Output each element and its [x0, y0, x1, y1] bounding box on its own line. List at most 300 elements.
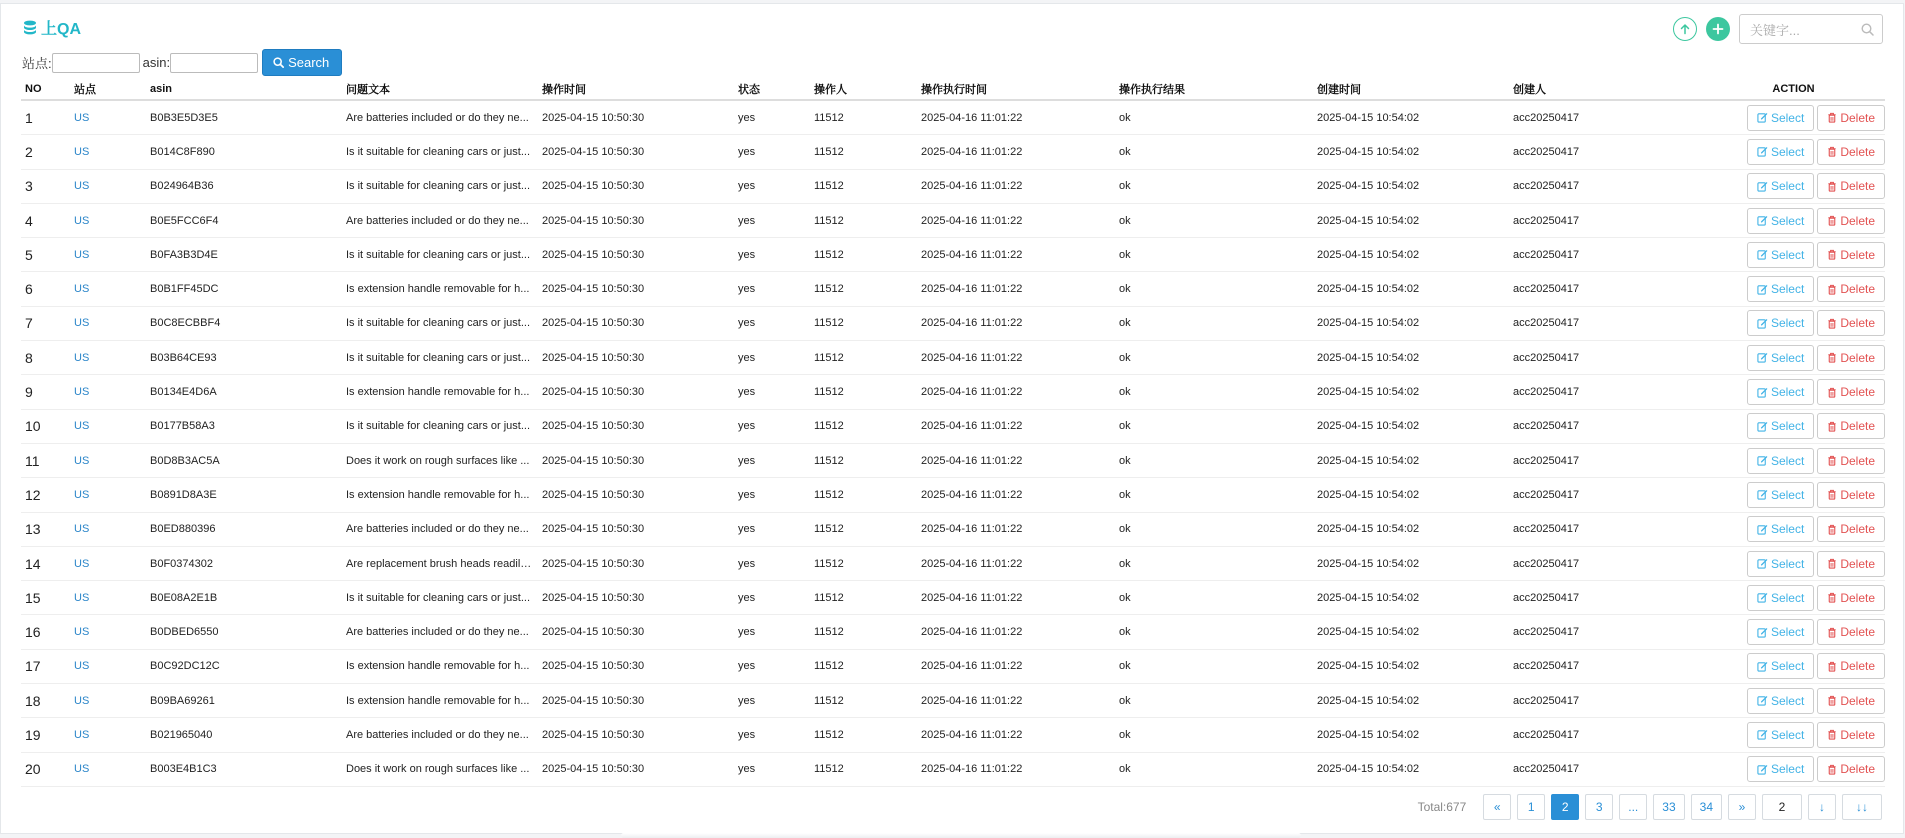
row-operator: 11512 [810, 100, 917, 135]
row-creator: acc20250417 [1509, 443, 1702, 477]
row-creator: acc20250417 [1509, 409, 1702, 443]
table-body [21, 100, 1885, 786]
select-button[interactable] [1747, 448, 1814, 474]
row-asin: B0D8B3AC5A [146, 443, 342, 477]
select-button-label: Select [1770, 556, 1805, 571]
row-asin: B0891D8A3E [146, 478, 342, 512]
row-exec-result: ok [1115, 306, 1313, 340]
site-filter-label: 站点: [22, 56, 52, 71]
row-site[interactable]: US [70, 752, 146, 786]
row-exec-result: ok [1115, 478, 1313, 512]
row-question: Are batteries included or do they ne... [342, 718, 538, 752]
table-row [21, 581, 1885, 615]
row-created-time: 2025-04-15 10:54:02 [1313, 306, 1509, 340]
trash-icon [1827, 524, 1837, 535]
row-exec-time: 2025-04-16 11:01:22 [917, 135, 1115, 169]
delete-button[interactable] [1817, 173, 1885, 199]
row-operator: 11512 [810, 512, 917, 546]
row-exec-result: ok [1115, 684, 1313, 718]
delete-button[interactable] [1817, 551, 1885, 577]
edit-icon [1757, 729, 1768, 740]
row-site[interactable]: US [70, 615, 146, 649]
row-question: Is it suitable for cleaning cars or just... [342, 341, 538, 375]
select-button-label: Select [1770, 522, 1805, 537]
row-exec-time: 2025-04-16 11:01:22 [917, 649, 1115, 683]
delete-button-label: Delete [1840, 385, 1875, 400]
row-status: yes [734, 615, 810, 649]
trash-icon [1827, 421, 1837, 432]
row-op-time: 2025-04-15 10:50:30 [538, 238, 734, 272]
row-exec-time: 2025-04-16 11:01:22 [917, 409, 1115, 443]
row-exec-result: ok [1115, 649, 1313, 683]
row-creator: acc20250417 [1509, 478, 1702, 512]
row-asin: B09BA69261 [146, 684, 342, 718]
row-creator: acc20250417 [1509, 238, 1702, 272]
row-asin: B0C92DC12C [146, 649, 342, 683]
row-number: 15 [21, 581, 70, 615]
edit-icon [1757, 489, 1768, 500]
row-question: Is extension handle removable for h... [342, 375, 538, 409]
row-question: Does it work on rough surfaces like ... [342, 752, 538, 786]
row-operator: 11512 [810, 169, 917, 203]
plus-icon [1712, 23, 1724, 35]
row-number: 17 [21, 649, 70, 683]
trash-icon [1827, 318, 1837, 329]
row-site[interactable]: US [70, 649, 146, 683]
search-icon [273, 57, 284, 68]
delete-button[interactable] [1817, 105, 1885, 131]
row-site[interactable]: US [70, 272, 146, 306]
edit-icon [1757, 249, 1768, 260]
row-op-time: 2025-04-15 10:50:30 [538, 169, 734, 203]
select-button-label: Select [1770, 487, 1805, 502]
row-actions [1702, 512, 1885, 546]
delete-button[interactable] [1817, 756, 1885, 782]
row-number: 14 [21, 546, 70, 580]
table-row [21, 649, 1885, 683]
upload-button[interactable] [1673, 17, 1697, 41]
row-site[interactable]: US [70, 341, 146, 375]
delete-button[interactable] [1817, 310, 1885, 336]
delete-button[interactable] [1817, 482, 1885, 508]
search-icon[interactable] [1861, 23, 1874, 36]
column-header-no: NO [21, 78, 70, 100]
row-created-time: 2025-04-15 10:54:02 [1313, 649, 1509, 683]
row-operator: 11512 [810, 546, 917, 580]
qa-table [21, 78, 1885, 787]
row-site[interactable]: US [70, 581, 146, 615]
trash-icon [1827, 627, 1837, 638]
row-op-time: 2025-04-15 10:50:30 [538, 135, 734, 169]
delete-button[interactable] [1817, 585, 1885, 611]
row-status: yes [734, 581, 810, 615]
pager-page-33[interactable]: 33 [1653, 794, 1684, 820]
row-site[interactable]: US [70, 478, 146, 512]
row-asin: B0B3E5D3E5 [146, 100, 342, 135]
delete-button-label: Delete [1840, 727, 1875, 742]
row-status: yes [734, 546, 810, 580]
row-exec-time: 2025-04-16 11:01:22 [917, 752, 1115, 786]
select-button[interactable] [1747, 208, 1814, 234]
row-site[interactable]: US [70, 100, 146, 135]
asin-filter-input[interactable] [170, 53, 258, 73]
row-asin: B021965040 [146, 718, 342, 752]
table-row [21, 238, 1885, 272]
main-panel [0, 3, 1904, 834]
edit-icon [1757, 352, 1768, 363]
delete-button-label: Delete [1840, 213, 1875, 228]
row-creator: acc20250417 [1509, 752, 1702, 786]
select-button[interactable] [1747, 551, 1814, 577]
row-question: Is it suitable for cleaning cars or just... [342, 581, 538, 615]
row-actions [1702, 272, 1885, 306]
delete-button[interactable] [1817, 448, 1885, 474]
row-number: 2 [21, 135, 70, 169]
delete-button[interactable] [1817, 242, 1885, 268]
select-button-label: Select [1770, 659, 1805, 674]
delete-button-label: Delete [1840, 693, 1875, 708]
edit-icon [1757, 387, 1768, 398]
row-exec-time: 2025-04-16 11:01:22 [917, 341, 1115, 375]
row-exec-result: ok [1115, 135, 1313, 169]
select-button[interactable] [1747, 173, 1814, 199]
row-question: Is it suitable for cleaning cars or just... [342, 135, 538, 169]
row-number: 5 [21, 238, 70, 272]
row-created-time: 2025-04-15 10:54:02 [1313, 615, 1509, 649]
row-operator: 11512 [810, 341, 917, 375]
row-exec-result: ok [1115, 443, 1313, 477]
edit-icon [1757, 112, 1768, 123]
edit-icon [1757, 695, 1768, 706]
select-button-label: Select [1770, 590, 1805, 605]
row-exec-time: 2025-04-16 11:01:22 [917, 203, 1115, 237]
row-actions [1702, 752, 1885, 786]
row-actions [1702, 135, 1885, 169]
trash-icon [1827, 489, 1837, 500]
select-button-label: Select [1770, 350, 1805, 365]
select-button[interactable] [1747, 482, 1814, 508]
column-header-exec-result: 操作执行结果 [1115, 78, 1313, 100]
select-button[interactable] [1747, 242, 1814, 268]
row-exec-result: ok [1115, 341, 1313, 375]
delete-button[interactable] [1817, 413, 1885, 439]
column-header-asin: asin [146, 78, 342, 100]
row-status: yes [734, 341, 810, 375]
row-exec-time: 2025-04-16 11:01:22 [917, 546, 1115, 580]
row-asin: B024964B36 [146, 169, 342, 203]
select-button[interactable] [1747, 345, 1814, 371]
edit-icon [1757, 524, 1768, 535]
row-creator: acc20250417 [1509, 581, 1702, 615]
keyword-input[interactable] [1748, 16, 1862, 44]
trash-icon [1827, 695, 1837, 706]
trash-icon [1827, 661, 1837, 672]
row-question: Are batteries included or do they ne... [342, 100, 538, 135]
delete-button[interactable] [1817, 653, 1885, 679]
row-exec-result: ok [1115, 615, 1313, 649]
row-actions [1702, 581, 1885, 615]
row-question: Does it work on rough surfaces like ... [342, 443, 538, 477]
table-row [21, 615, 1885, 649]
row-op-time: 2025-04-15 10:50:30 [538, 203, 734, 237]
delete-button[interactable] [1817, 345, 1885, 371]
select-button[interactable] [1747, 379, 1814, 405]
delete-button[interactable] [1817, 722, 1885, 748]
search-button[interactable] [262, 49, 342, 76]
table-row [21, 443, 1885, 477]
row-op-time: 2025-04-15 10:50:30 [538, 375, 734, 409]
row-status: yes [734, 100, 810, 135]
row-asin: B0134E4D6A [146, 375, 342, 409]
select-button-label: Select [1770, 213, 1805, 228]
select-button[interactable] [1747, 105, 1814, 131]
delete-button-label: Delete [1840, 762, 1875, 777]
row-site[interactable]: US [70, 512, 146, 546]
column-header-operator: 操作人 [810, 78, 917, 100]
row-created-time: 2025-04-15 10:54:02 [1313, 135, 1509, 169]
table-row [21, 375, 1885, 409]
row-exec-result: ok [1115, 546, 1313, 580]
row-actions [1702, 238, 1885, 272]
delete-button[interactable] [1817, 516, 1885, 542]
row-created-time: 2025-04-15 10:54:02 [1313, 341, 1509, 375]
row-number: 6 [21, 272, 70, 306]
select-button[interactable] [1747, 619, 1814, 645]
row-site[interactable]: US [70, 443, 146, 477]
row-site[interactable]: US [70, 306, 146, 340]
column-header-action: ACTION [1702, 78, 1885, 100]
row-creator: acc20250417 [1509, 100, 1702, 135]
pager-page-3[interactable]: 3 [1585, 794, 1613, 820]
row-op-time: 2025-04-15 10:50:30 [538, 478, 734, 512]
row-op-time: 2025-04-15 10:50:30 [538, 306, 734, 340]
page-title [23, 16, 81, 39]
edit-icon [1757, 661, 1768, 672]
row-exec-result: ok [1115, 203, 1313, 237]
delete-button[interactable] [1817, 139, 1885, 165]
trash-icon [1827, 764, 1837, 775]
row-site[interactable]: US [70, 135, 146, 169]
row-number: 19 [21, 718, 70, 752]
edit-icon [1757, 627, 1768, 638]
footer-shadow-bar [621, 833, 1301, 838]
row-actions [1702, 306, 1885, 340]
row-created-time: 2025-04-15 10:54:02 [1313, 684, 1509, 718]
table-row [21, 684, 1885, 718]
row-number: 3 [21, 169, 70, 203]
delete-button[interactable] [1817, 688, 1885, 714]
row-operator: 11512 [810, 409, 917, 443]
row-status: yes [734, 169, 810, 203]
row-actions [1702, 341, 1885, 375]
row-status: yes [734, 135, 810, 169]
delete-button-label: Delete [1840, 179, 1875, 194]
download-all-button[interactable]: ↓↓ [1842, 794, 1882, 820]
table-row [21, 718, 1885, 752]
select-button[interactable] [1747, 756, 1814, 782]
row-creator: acc20250417 [1509, 615, 1702, 649]
row-creator: acc20250417 [1509, 512, 1702, 546]
row-exec-result: ok [1115, 375, 1313, 409]
edit-icon [1757, 764, 1768, 775]
delete-button-label: Delete [1840, 282, 1875, 297]
row-asin: B0E5FCC6F4 [146, 203, 342, 237]
row-actions [1702, 375, 1885, 409]
row-exec-time: 2025-04-16 11:01:22 [917, 375, 1115, 409]
row-site[interactable]: US [70, 169, 146, 203]
row-exec-time: 2025-04-16 11:01:22 [917, 478, 1115, 512]
row-site[interactable]: US [70, 718, 146, 752]
keyword-search-box [1739, 14, 1883, 44]
select-button-label: Select [1770, 762, 1805, 777]
trash-icon [1827, 112, 1837, 123]
row-actions [1702, 478, 1885, 512]
row-created-time: 2025-04-15 10:54:02 [1313, 272, 1509, 306]
pager-page-2[interactable]: 2 [1551, 794, 1579, 820]
row-operator: 11512 [810, 718, 917, 752]
row-creator: acc20250417 [1509, 375, 1702, 409]
pager-ellipsis: ... [1619, 794, 1647, 820]
pager-next-button[interactable]: » [1728, 794, 1756, 820]
asin-filter-label: asin: [142, 55, 171, 70]
row-actions [1702, 546, 1885, 580]
select-button-label: Select [1770, 693, 1805, 708]
row-actions [1702, 615, 1885, 649]
row-exec-result: ok [1115, 581, 1313, 615]
row-created-time: 2025-04-15 10:54:02 [1313, 512, 1509, 546]
edit-icon [1757, 284, 1768, 295]
row-site[interactable]: US [70, 409, 146, 443]
row-asin: B0DBED6550 [146, 615, 342, 649]
row-created-time: 2025-04-15 10:54:02 [1313, 581, 1509, 615]
site-filter-input[interactable] [52, 53, 140, 73]
row-site[interactable]: US [70, 238, 146, 272]
row-asin: B014C8F890 [146, 135, 342, 169]
trash-icon [1827, 455, 1837, 466]
page-jump-input[interactable]: 2 [1762, 794, 1802, 820]
edit-icon [1757, 558, 1768, 569]
delete-button-label: Delete [1840, 487, 1875, 502]
trash-icon [1827, 729, 1837, 740]
select-button-label: Select [1770, 144, 1805, 159]
row-exec-result: ok [1115, 100, 1313, 135]
row-operator: 11512 [810, 752, 917, 786]
row-operator: 11512 [810, 203, 917, 237]
select-button-label: Select [1770, 419, 1805, 434]
table-row [21, 306, 1885, 340]
delete-button-label: Delete [1840, 316, 1875, 331]
row-site[interactable]: US [70, 546, 146, 580]
row-operator: 11512 [810, 649, 917, 683]
trash-icon [1827, 181, 1837, 192]
row-question: Are batteries included or do they ne... [342, 615, 538, 649]
row-exec-time: 2025-04-16 11:01:22 [917, 272, 1115, 306]
row-status: yes [734, 512, 810, 546]
row-actions [1702, 409, 1885, 443]
delete-button-label: Delete [1840, 247, 1875, 262]
row-actions [1702, 100, 1885, 135]
row-created-time: 2025-04-15 10:54:02 [1313, 409, 1509, 443]
delete-button[interactable] [1817, 208, 1885, 234]
select-button[interactable] [1747, 413, 1814, 439]
pager-page-34[interactable]: 34 [1691, 794, 1722, 820]
edit-icon [1757, 181, 1768, 192]
select-button[interactable] [1747, 516, 1814, 542]
row-op-time: 2025-04-15 10:50:30 [538, 341, 734, 375]
delete-button-label: Delete [1840, 453, 1875, 468]
row-creator: acc20250417 [1509, 341, 1702, 375]
row-exec-time: 2025-04-16 11:01:22 [917, 443, 1115, 477]
select-button[interactable] [1747, 139, 1814, 165]
trash-icon [1827, 352, 1837, 363]
edit-icon [1757, 455, 1768, 466]
row-number: 9 [21, 375, 70, 409]
total-count: Total:677 [1417, 800, 1467, 814]
row-question: Is it suitable for cleaning cars or just... [342, 409, 538, 443]
pager-page-1[interactable]: 1 [1517, 794, 1545, 820]
row-exec-result: ok [1115, 169, 1313, 203]
row-asin: B0177B58A3 [146, 409, 342, 443]
row-op-time: 2025-04-15 10:50:30 [538, 752, 734, 786]
row-status: yes [734, 306, 810, 340]
row-created-time: 2025-04-15 10:54:02 [1313, 752, 1509, 786]
row-exec-time: 2025-04-16 11:01:22 [917, 100, 1115, 135]
select-button[interactable] [1747, 688, 1814, 714]
row-creator: acc20250417 [1509, 169, 1702, 203]
jump-button[interactable]: ↓ [1808, 794, 1836, 820]
row-status: yes [734, 272, 810, 306]
table-row [21, 169, 1885, 203]
row-number: 8 [21, 341, 70, 375]
select-button[interactable] [1747, 653, 1814, 679]
row-created-time: 2025-04-15 10:54:02 [1313, 375, 1509, 409]
row-question: Is extension handle removable for h... [342, 272, 538, 306]
pager-prev-button[interactable]: « [1483, 794, 1511, 820]
select-button[interactable] [1747, 585, 1814, 611]
select-button[interactable] [1747, 276, 1814, 302]
edit-icon [1757, 146, 1768, 157]
delete-button[interactable] [1817, 276, 1885, 302]
column-header-exec-time: 操作执行时间 [917, 78, 1115, 100]
row-creator: acc20250417 [1509, 272, 1702, 306]
add-button[interactable] [1706, 17, 1730, 41]
row-number: 1 [21, 100, 70, 135]
row-exec-time: 2025-04-16 11:01:22 [917, 615, 1115, 649]
delete-button-label: Delete [1840, 659, 1875, 674]
row-actions [1702, 684, 1885, 718]
select-button[interactable] [1747, 722, 1814, 748]
row-site[interactable]: US [70, 375, 146, 409]
row-site[interactable]: US [70, 203, 146, 237]
select-button[interactable] [1747, 310, 1814, 336]
delete-button-label: Delete [1840, 144, 1875, 159]
row-number: 16 [21, 615, 70, 649]
delete-button-label: Delete [1840, 590, 1875, 605]
row-op-time: 2025-04-15 10:50:30 [538, 718, 734, 752]
delete-button[interactable] [1817, 619, 1885, 645]
row-exec-time: 2025-04-16 11:01:22 [917, 169, 1115, 203]
select-button-label: Select [1770, 247, 1805, 262]
row-site[interactable]: US [70, 684, 146, 718]
select-button-label: Select [1770, 282, 1805, 297]
delete-button[interactable] [1817, 379, 1885, 405]
row-op-time: 2025-04-15 10:50:30 [538, 272, 734, 306]
row-creator: acc20250417 [1509, 546, 1702, 580]
row-number: 13 [21, 512, 70, 546]
row-number: 4 [21, 203, 70, 237]
row-op-time: 2025-04-15 10:50:30 [538, 581, 734, 615]
table-row [21, 272, 1885, 306]
